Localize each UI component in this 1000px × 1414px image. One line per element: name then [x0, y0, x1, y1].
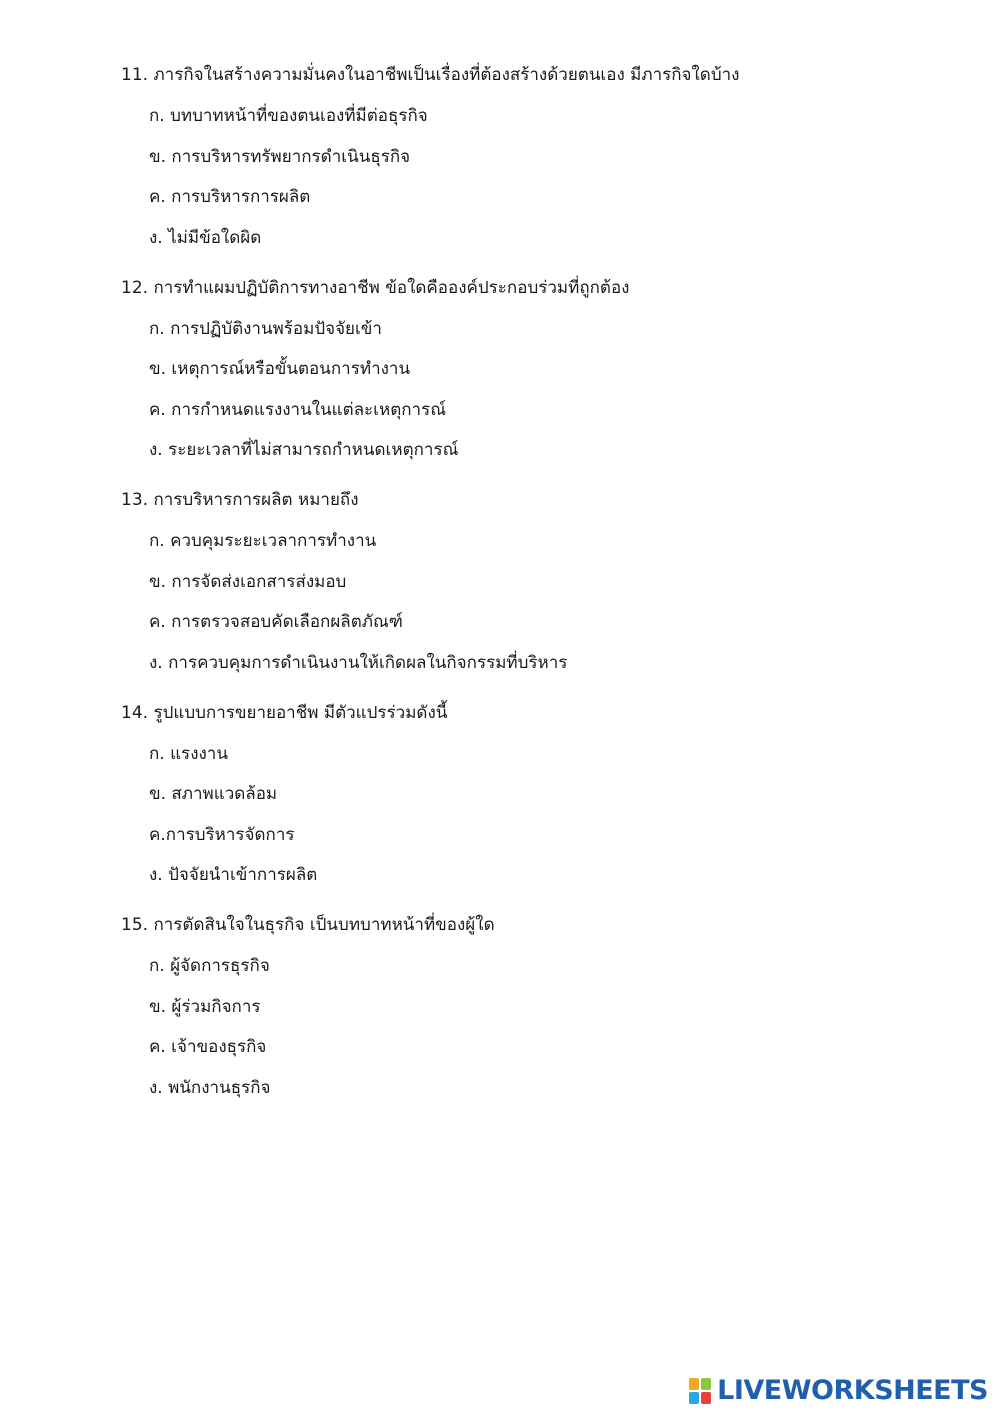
logo-square-4 — [701, 1392, 711, 1404]
question-12 — [121, 273, 941, 466]
option-b: ข. สภาพแวดล้อม — [149, 784, 278, 804]
question-13 — [121, 485, 941, 678]
option-d: ง. การควบคุมการดำเนินงานให้เกิดผลในกิจกรรมที่บริหาร — [149, 652, 568, 673]
option-c: ค. การบริหารการผลิต — [149, 187, 311, 207]
option-a: ก. ควบคุมระยะเวลาการทำงาน — [149, 531, 377, 551]
option-list — [121, 951, 941, 1103]
option-d: ง. ระยะเวลาที่ไม่สามารถกำหนดเหตุการณ์ — [149, 440, 459, 460]
option-c: ค. การกำหนดแรงงานในแต่ละเหตุการณ์ — [149, 399, 446, 420]
question-14 — [121, 698, 941, 891]
option-list — [121, 526, 941, 678]
logo-square-3 — [689, 1392, 699, 1404]
option-list — [121, 101, 941, 253]
option-list — [121, 314, 941, 466]
question-15 — [121, 910, 941, 1103]
question-text: 14. รูปแบบการขยายอาชีพ มีตัวแปรร่วมดังนี้ — [121, 702, 448, 723]
worksheet — [121, 60, 941, 1123]
option-a: ก. บทบาทหน้าที่ของตนเองที่มีต่อธุรกิจ — [149, 106, 428, 126]
question-11 — [121, 60, 941, 253]
option-b: ข. เหตุการณ์หรือขั้นตอนการทำงาน — [149, 359, 411, 379]
option-c: ค.การบริหารจัดการ — [149, 824, 295, 845]
logo-square-2 — [701, 1378, 711, 1390]
option-a: ก. การปฏิบัติงานพร้อมปัจจัยเข้า — [149, 318, 382, 339]
question-text: 13. การบริหารการผลิต หมายถึง — [121, 490, 359, 510]
option-b: ข. ผู้ร่วมกิจการ — [149, 996, 261, 1017]
option-d: ง. ปัจจัยนำเข้าการผลิต — [149, 865, 318, 885]
option-c: ค. เจ้าของธุรกิจ — [149, 1037, 267, 1057]
option-a: ก. แรงงาน — [149, 743, 228, 764]
option-d: ง. ไม่มีข้อใดผิด — [149, 227, 262, 248]
option-list — [121, 739, 941, 891]
question-text: 12. การทำแผมปฏิบัติการทางอาชีพ ข้อใดคือองค์ประกอบร่วมที่ถูกต้อง — [121, 277, 630, 298]
option-d: ง. พนักงานธุรกิจ — [149, 1077, 271, 1098]
option-b: ข. การจัดส่งเอกสารส่งมอบ — [149, 571, 347, 592]
logo-square-1 — [689, 1378, 699, 1390]
option-c: ค. การตรวจสอบคัดเลือกผลิตภัณฑ์ — [149, 612, 403, 632]
option-a: ก. ผู้จัดการธุรกิจ — [149, 956, 270, 976]
question-text: 15. การตัดสินใจในธุรกิจ เป็นบทบาทหน้าที่ของผู้ใด — [121, 915, 495, 935]
question-text: 11. ภารกิจในสร้างความมั่นคงในอาชีพเป็นเรื่องที่ต้องสร้างด้วยตนเอง มีภารกิจใดบ้าง — [121, 65, 740, 85]
liveworksheets-brand[interactable] — [689, 1374, 988, 1408]
option-b: ข. การบริหารทรัพยากรดำเนินธุรกิจ — [149, 146, 411, 167]
liveworksheets-logo-icon — [689, 1378, 711, 1404]
brand-text: LIVEWORKSHEETS — [717, 1375, 988, 1406]
